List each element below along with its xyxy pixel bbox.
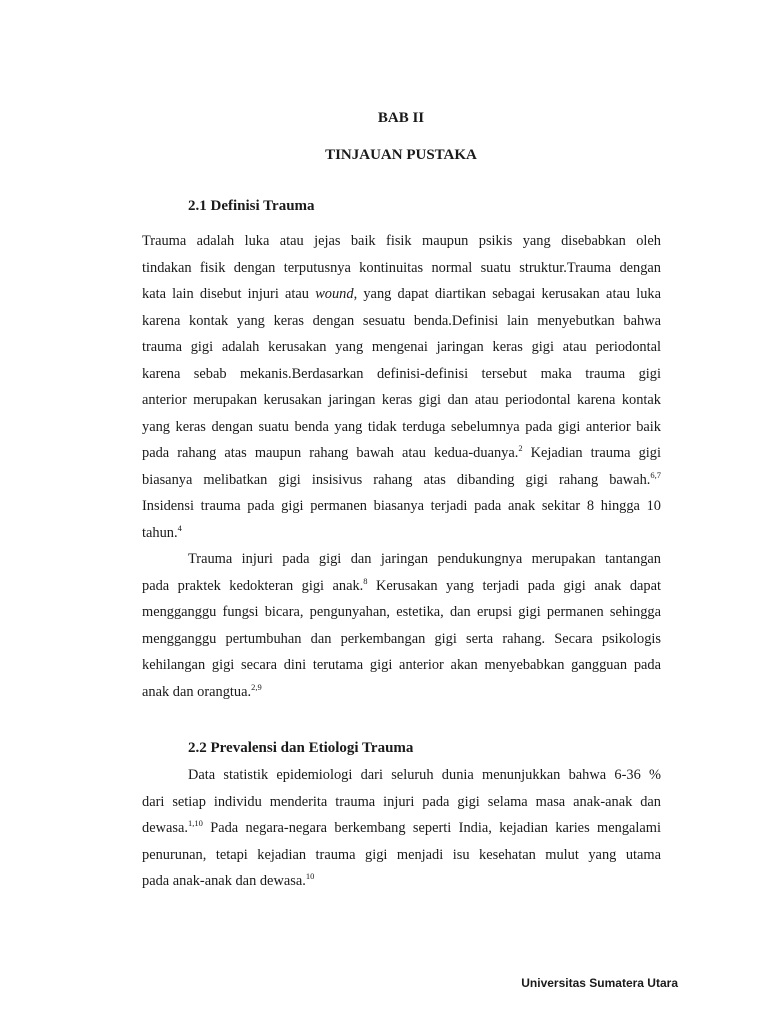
chapter-title: TINJAUAN PUSTAKA [325, 147, 477, 163]
paragraph-line: mengganggu fungsi bicara, pengunyahan, estetika, dan erupsi gigi permanen sehingga [142, 604, 661, 620]
paragraph-line: mengganggu pertumbuhan dan perkembangan gigi serta rahang. Secara psikologis [142, 631, 661, 647]
citation: 2 [518, 443, 523, 453]
paragraph-line: tindakan fisik dengan terputusnya kontinuitas normal suatu struktur.Trauma dengan [142, 260, 661, 276]
section-heading-2-1: 2.1 Definisi Trauma [188, 198, 315, 214]
citation: 4 [177, 523, 182, 533]
paragraph-line: Insidensi trauma pada gigi permanen biasanya terjadi pada anak sekitar 8 hingga 10 [142, 498, 661, 514]
paragraph-line: tahun.$^4$ [142, 523, 182, 541]
paragraph-line: Trauma injuri pada gigi dan jaringan pendukungnya merupakan tantangan [188, 551, 661, 567]
paragraph-line: pada praktek kedokteran gigi anak.$^8$ Kerusakan yang terjadi pada gigi anak dapat [142, 576, 661, 594]
section-heading-2-2: 2.2 Prevalensi dan Etiologi Trauma [188, 740, 414, 756]
paragraph-line: dewasa.$^{1,10}$ Pada negara-negara berkembang seperti India, kejadian karies mengalami [142, 818, 661, 836]
paragraph-line: penurunan, tetapi kejadian trauma gigi menjadi isu kesehatan mulut yang utama [142, 847, 661, 863]
paragraph-line: kehilangan gigi secara dini terutama gigi anterior akan menyebabkan gangguan pada [142, 657, 661, 673]
paragraph-line: yang keras dengan suatu benda yang tidak terduga sebelumnya pada gigi anterior baik [142, 419, 661, 435]
paragraph-line: anak dan orangtua.$^{2,9}$ [142, 682, 262, 700]
citation: 2,9 [251, 682, 262, 692]
paragraph-line: biasanya melibatkan gigi insisivus rahang atas dibanding gigi rahang bawah.$^{6,7}$ [142, 470, 661, 488]
citation: 8 [363, 576, 368, 586]
paragraph-line: anterior merupakan kerusakan jaringan keras gigi dan atau periodontal karena kontak [142, 392, 661, 408]
paragraph-line: dari setiap individu menderita trauma injuri pada gigi selama masa anak-anak dan [142, 794, 661, 810]
citation: 1,10 [187, 818, 203, 828]
citation: 6,7 [650, 470, 661, 480]
paragraph-line: pada rahang atas maupun rahang bawah atau kedua-duanya.$^2$ Kejadian trauma gigi [142, 443, 661, 461]
paragraph-line: karena kontak yang keras dengan sesuatu benda.Definisi lain menyebutkan bahwa [142, 313, 661, 329]
chapter-number: BAB II [377, 110, 425, 126]
paragraph-line: karena sebab mekanis.Berdasarkan definisi-definisi tersebut maka trauma gigi [142, 366, 661, 382]
footer-institution: Universitas Sumatera Utara [521, 976, 678, 990]
paragraph-line: Data statistik epidemiologi dari seluruh dunia menunjukkan bahwa 6-36 % [188, 767, 661, 783]
paragraph-line: trauma gigi adalah kerusakan yang mengenai jaringan keras gigi atau periodontal [142, 339, 661, 355]
citation: 10 [305, 871, 315, 881]
paragraph-line: Trauma adalah luka atau jejas baik fisik maupun psikis yang disebabkan oleh [142, 233, 661, 249]
paragraph-line: pada anak-anak dan dewasa.$^{10}$ [142, 871, 315, 889]
paragraph-line: kata lain disebut injuri atau wound, yang dapat diartikan sebagai kerusakan atau luka [142, 286, 661, 302]
